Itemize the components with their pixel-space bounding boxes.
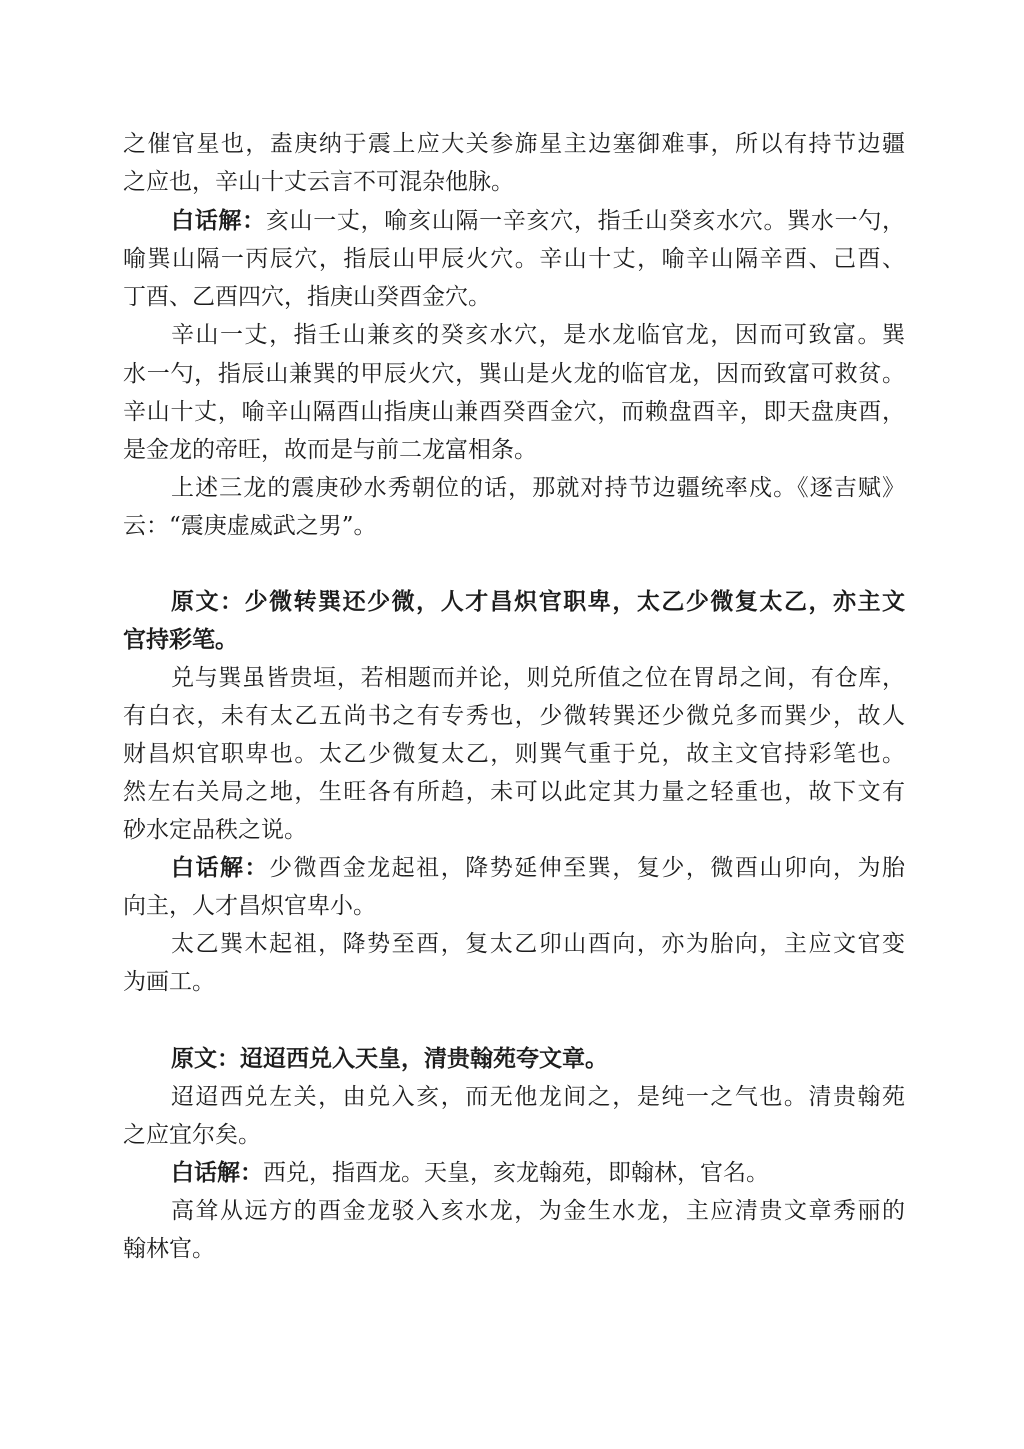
original-text-line: 官持彩笔。 [123,626,238,653]
text-line: 上述三龙的震庚砂水秀朝位的话，那就对持节边疆统率戍。《逐吉赋》 [171,475,905,501]
text-line: 之催官星也，盍庚纳于震上应大关参旆星主边塞御难事，所以有持节边疆 [123,131,905,157]
text-line: 丁酉、乙酉四穴，指庚山癸酉金穴。 [123,284,491,310]
text-line: 财昌炽官职卑也。太乙少微复太乙，则巽气重于兑，故主文官持彩笔也。 [123,741,905,767]
text-line: 喻巽山隔一丙辰穴，指辰山甲辰火穴。辛山十丈，喻辛山隔辛酉、己酉、 [123,246,905,272]
explanation-text: 少微酉金龙起祖，降势延伸至巽，复少，微酉山卯向，为胎 [269,855,906,881]
explanation-line [171,1156,905,1190]
text-line: 然左右关局之地，生旺各有所趋，未可以此定其力量之轻重也，故下文有 [123,779,905,805]
original-label: 原文： [171,1045,240,1072]
explanation-line [171,851,905,885]
explanation-line [171,204,905,238]
original-text-line [171,1042,905,1076]
text-line: 之应也，辛山十丈云言不可混杂他脉。 [123,169,514,195]
text-line: 辛山一丈，指壬山兼亥的癸亥水穴，是水龙临官龙，因而可致富。巽 [171,322,905,348]
explanation-label: 白话解： [171,854,270,881]
original-label: 原文： [171,588,245,615]
text-line: 向主，人才昌炽官卑小。 [123,893,376,919]
text-line: 砂水定品秩之说。 [123,817,307,843]
text-line: 之应宜尔矣。 [123,1122,261,1148]
text-line: 云：“震庚虚威武之男”。 [123,513,377,539]
text-line: 迢迢西兑左关，由兑入亥，而无他龙间之，是纯一之气也。清贵翰苑 [171,1084,905,1110]
text-line: 辛山十丈，喻辛山隔酉山指庚山兼酉癸酉金穴，而赖盘酉辛，即天盘庚酉， [123,399,905,425]
original-text: 迢迢西兑入天皇，清贵翰苑夸文章。 [240,1045,608,1072]
text-line: 有白衣，未有太乙五尚书之有专秀也，少微转巽还少微兑多而巽少，故人 [123,703,905,729]
text-line: 兑与巽虽皆贵垣，若相题而并论，则兑所值之位在胃昂之间，有仓库， [171,665,905,691]
text-line: 是金龙的帝旺，故而是与前二龙富相条。 [123,437,537,463]
text-line: 为画工。 [123,969,215,995]
explanation-label: 白话解： [171,1159,263,1186]
explanation-text: 西兑，指酉龙。天皇，亥龙翰苑，即翰林，官名。 [263,1160,769,1186]
text-line: 翰林官。 [123,1236,215,1262]
original-text-line [171,585,905,619]
explanation-text: 亥山一丈，喻亥山隔一辛亥穴，指壬山癸亥水穴。巽水一勺， [265,208,906,234]
text-line: 太乙巽木起祖，降势至酉，复太乙卯山酉向，亦为胎向，主应文官变 [171,931,905,957]
text-line: 水一勺，指辰山兼巽的甲辰火穴，巽山是火龙的临官龙，因而致富可救贫。 [123,361,905,387]
explanation-label: 白话解： [171,207,266,234]
text-line: 高耸从远方的酉金龙驳入亥水龙，为金生水龙，主应清贵文章秀丽的 [171,1198,905,1224]
original-text: 少微转巽还少微，人才昌炽官职卑，太乙少微复太乙，亦主文 [244,588,906,615]
